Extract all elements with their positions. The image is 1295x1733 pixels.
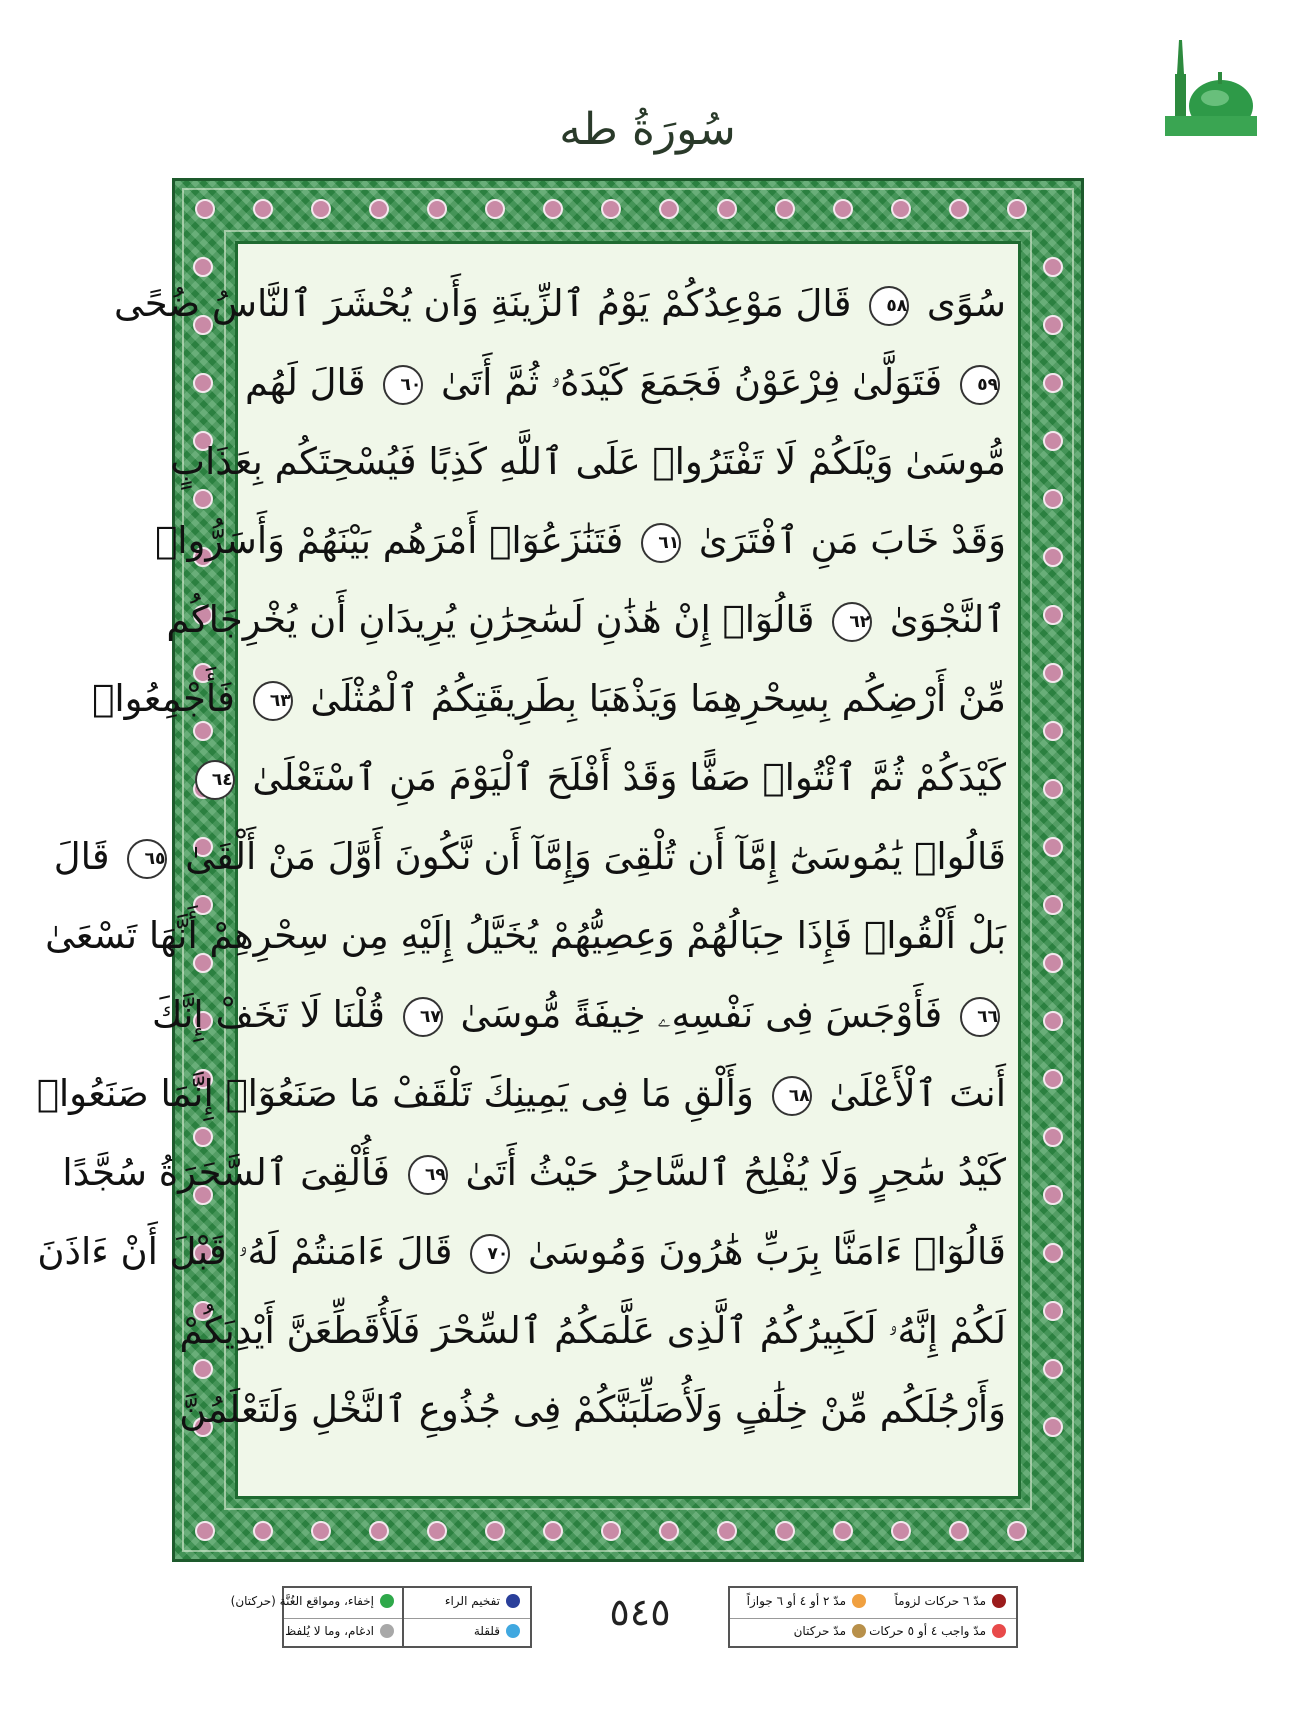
- legend-label: ادغام، وما لا يُلفظ: [285, 1624, 374, 1638]
- verse-number-marker: ٦٧: [403, 997, 443, 1037]
- verse-line: [166, 580, 1006, 659]
- frame-rosette: [1044, 1244, 1062, 1262]
- frame-rosette: [1044, 316, 1062, 334]
- frame-rosette: [718, 1522, 736, 1540]
- legend-dot: [380, 1624, 394, 1638]
- frame-rosette: [1044, 1418, 1062, 1436]
- verse-text-segment: وَقَدْ خَابَ مَنِ ٱفْتَرَىٰ: [698, 519, 1006, 562]
- frame-rosette: [892, 200, 910, 218]
- verse-number-marker: ٦٢: [832, 602, 872, 642]
- legend-item: [231, 1594, 394, 1608]
- frame-rosette: [194, 374, 212, 392]
- verse-text-segment: قَالُوٓا۟ ءَامَنَّا بِرَبِّ هَٰرُونَ وَمُوسَىٰ: [528, 1230, 1006, 1273]
- legend-label: تفخيم الراء: [444, 1594, 500, 1608]
- verse-text-segment: مِّنْ أَرْضِكُم بِسِحْرِهِمَا وَيَذْهَبَا بِطَرِيقَتِكُمُ ٱلْمُثْلَىٰ: [310, 677, 1006, 720]
- verse-number-marker: ٥٩: [960, 365, 1000, 405]
- frame-rosette: [892, 1522, 910, 1540]
- frame-rosette: [718, 200, 736, 218]
- verse-line: [92, 659, 1006, 738]
- frame-rosette: [544, 1522, 562, 1540]
- verse-line: [244, 343, 1006, 422]
- frame-rosette: [312, 1522, 330, 1540]
- verse-text-segment: فَأَوْجَسَ فِى نَفْسِهِۦ خِيفَةً مُّوسَىٰ: [460, 993, 943, 1036]
- frame-rosette: [660, 1522, 678, 1540]
- verse-line: [211, 738, 1006, 817]
- verse-text-segment: كَيْدُ سَٰحِرٍ وَلَا يُفْلِحُ ٱلسَّاحِرُ حَيْثُ أَتَىٰ: [465, 1151, 1006, 1194]
- frame-rosette: [1044, 490, 1062, 508]
- frame-rosette: [1044, 1186, 1062, 1204]
- legend-label: مدّ ٦ حركات لزوماً: [894, 1594, 986, 1608]
- frame-rosette: [834, 1522, 852, 1540]
- verse-line: [179, 1370, 1006, 1449]
- verse-line: [155, 501, 1006, 580]
- frame-rosette: [1044, 838, 1062, 856]
- frame-rosette: [1044, 1128, 1062, 1146]
- frame-rosette: [602, 200, 620, 218]
- frame-rosette: [1008, 200, 1026, 218]
- frame-rosette: [1044, 954, 1062, 972]
- verse-line: [53, 817, 1006, 896]
- frame-rosette: [1044, 548, 1062, 566]
- legend-item: [474, 1624, 520, 1638]
- frame-rosette: [660, 200, 678, 218]
- verse-text-segment: فَأُلْقِىَ ٱلسَّحَرَةُ سُجَّدًا: [62, 1151, 390, 1194]
- verse-line: [62, 1133, 1006, 1212]
- verse-line: [113, 264, 1006, 343]
- verse-text-segment: ٱلنَّجْوَىٰ: [889, 598, 1006, 641]
- verse-text: [36, 264, 1006, 1449]
- verse-text-segment: كَيْدَكُمْ ثُمَّ ٱئْتُوا۟ صَفًّا وَقَدْ أَفْلَحَ ٱلْيَوْمَ مَنِ ٱسْتَعْلَىٰ: [252, 756, 1006, 799]
- verse-text-segment: وَأَرْجُلَكُم مِّنْ خِلَٰفٍ وَلَأُصَلِّبَنَّكُمْ فِى جُذُوعِ ٱلنَّخْلِ وَلَتَعْلَمُنَّ: [179, 1388, 1006, 1431]
- frame-rosette: [428, 1522, 446, 1540]
- frame-rosette: [776, 200, 794, 218]
- frame-rosette: [254, 200, 272, 218]
- verse-number-marker: ٦١: [641, 523, 681, 563]
- page-number: ٥٤٥: [609, 1590, 671, 1634]
- legend-label: قلقلة: [473, 1624, 500, 1638]
- legend-label: مدّ ٢ أو ٤ أو ٦ جوازاً: [746, 1594, 846, 1608]
- frame-rosette: [1044, 258, 1062, 276]
- legend-label: إخفاء، ومواقع الغُنَّة (حركتان): [230, 1594, 374, 1608]
- verse-text-segment: قَالَ: [53, 835, 110, 878]
- frame-rosette: [312, 200, 330, 218]
- legend-label: مدّ واجب ٤ أو ٥ حركات: [869, 1624, 986, 1638]
- legend-item: [794, 1624, 866, 1638]
- ornamental-frame: [36, 178, 1084, 1562]
- frame-rosette: [370, 1522, 388, 1540]
- frame-rosette: [254, 1522, 272, 1540]
- verse-line: [37, 1212, 1006, 1291]
- verse-line: [179, 1291, 1006, 1370]
- verse-number-marker: ٧٠: [470, 1234, 510, 1274]
- legend-item: [747, 1594, 866, 1608]
- frame-rosette: [1044, 722, 1062, 740]
- legend-item: [869, 1624, 1006, 1638]
- surah-title: سُورَةُ طه: [559, 104, 736, 155]
- verse-text-segment: فَأَجْمِعُوا۟: [92, 677, 235, 720]
- frame-rosette: [1044, 1012, 1062, 1030]
- verse-number-marker: ٦٠: [383, 365, 423, 405]
- frame-rosette: [1044, 664, 1062, 682]
- frame-rosette: [1044, 1360, 1062, 1378]
- frame-rosette: [428, 200, 446, 218]
- frame-rosette: [834, 200, 852, 218]
- verse-text-segment: قُلْنَا لَا تَخَفْ إِنَّكَ: [151, 993, 385, 1036]
- legend-item: [285, 1624, 394, 1638]
- frame-rosette: [950, 200, 968, 218]
- frame-rosette: [1044, 606, 1062, 624]
- verse-text-segment: قَالُوا۟ يَٰمُوسَىٰٓ إِمَّآ أَن تُلْقِىَ وَإِمَّآ أَن نَّكُونَ أَوَّلَ مَنْ أَلْقَىٰ: [185, 835, 1006, 878]
- legend-divider: [284, 1618, 530, 1619]
- text-panel: [36, 241, 1021, 1499]
- frame-rosette: [1044, 896, 1062, 914]
- legend-dot: [852, 1594, 866, 1608]
- verse-number-marker: ٦٥: [127, 839, 167, 879]
- verse-text-segment: قَالَ ءَامَنتُمْ لَهُۥ قَبْلَ أَنْ ءَاذَنَ: [37, 1230, 453, 1273]
- verse-text-segment: أَنتَ ٱلْأَعْلَىٰ: [829, 1072, 1006, 1115]
- legend-item: [895, 1594, 1007, 1608]
- verse-text-segment: سُوًى: [926, 282, 1006, 325]
- verse-number-marker: ٦٦: [960, 997, 1000, 1037]
- verse-line: [36, 1054, 1006, 1133]
- legend-dot: [506, 1624, 520, 1638]
- frame-rosette: [486, 1522, 504, 1540]
- verse-text-segment: قَالَ لَهُم: [244, 361, 366, 404]
- legend-dot: [506, 1594, 520, 1608]
- frame-rosette: [544, 200, 562, 218]
- frame-rosette: [1044, 374, 1062, 392]
- legend-dot: [380, 1594, 394, 1608]
- verse-number-marker: ٦٣: [253, 681, 293, 721]
- verse-line: [45, 896, 1006, 975]
- verse-text-segment: قَالَ مَوْعِدُكُمْ يَوْمُ ٱلزِّينَةِ وَأَن يُحْشَرَ ٱلنَّاسُ ضُحًى: [113, 282, 852, 325]
- legend-label: مدّ حركتان: [793, 1624, 846, 1638]
- frame-rosette: [1044, 780, 1062, 798]
- verse-text-segment: مُّوسَىٰ وَيْلَكُمْ لَا تَفْتَرُوا۟ عَلَى ٱللَّهِ كَذِبًا فَيُسْحِتَكُم بِعَذَابٍ: [170, 440, 1006, 483]
- verse-text-segment: فَتَنَٰزَعُوٓا۟ أَمْرَهُم بَيْنَهُمْ وَأَسَرُّوا۟: [155, 519, 624, 562]
- legend-box-left: [230, 1586, 532, 1648]
- frame-rosette: [196, 200, 214, 218]
- verse-number-marker: ٦٤: [195, 760, 235, 800]
- legend-divider: [730, 1618, 1016, 1619]
- frame-rosette: [1044, 1302, 1062, 1320]
- verse-number-marker: ٦٨: [772, 1076, 812, 1116]
- legend-box-right: [728, 1586, 1018, 1648]
- frame-rosette: [776, 1522, 794, 1540]
- verse-number-marker: ٥٨: [869, 286, 909, 326]
- verse-text-segment: وَأَلْقِ مَا فِى يَمِينِكَ تَلْقَفْ مَا صَنَعُوٓا۟ إِنَّمَا صَنَعُوا۟: [36, 1072, 754, 1115]
- frame-rosette: [602, 1522, 620, 1540]
- legend-divider: [402, 1588, 404, 1646]
- frame-rosette: [370, 200, 388, 218]
- verse-text-segment: بَلْ أَلْقُوا۟ فَإِذَا حِبَالُهُمْ وَعِصِيُّهُمْ يُخَيَّلُ إِلَيْهِ مِن سِحْرِهِمْ أَنَّهَا تَسْعَىٰ: [45, 914, 1006, 957]
- legend-dot: [852, 1624, 866, 1638]
- verse-line: [151, 975, 1006, 1054]
- frame-rosette: [486, 200, 504, 218]
- legend-dot: [992, 1624, 1006, 1638]
- frame-rosette: [1044, 432, 1062, 450]
- verse-line: [170, 422, 1006, 501]
- legend-dot: [992, 1594, 1006, 1608]
- verse-text-segment: فَتَوَلَّىٰ فِرْعَوْنُ فَجَمَعَ كَيْدَهُۥ ثُمَّ أَتَىٰ: [441, 361, 943, 404]
- verse-text-segment: لَكُمْ إِنَّهُۥ لَكَبِيرُكُمُ ٱلَّذِى عَلَّمَكُمُ ٱلسِّحْرَ فَلَأُقَطِّعَنَّ أَيْدِيَكُمْ: [179, 1309, 1006, 1352]
- frame-rosette: [196, 1522, 214, 1540]
- verse-number-marker: ٦٩: [408, 1155, 448, 1195]
- frame-rosette: [1008, 1522, 1026, 1540]
- frame-rosette: [950, 1522, 968, 1540]
- legend-item: [445, 1594, 520, 1608]
- frame-rosette: [1044, 1070, 1062, 1088]
- verse-text-segment: قَالُوٓا۟ إِنْ هَٰذَٰنِ لَسَٰحِرَٰنِ يُرِيدَانِ أَن يُخْرِجَاكُم: [166, 598, 815, 641]
